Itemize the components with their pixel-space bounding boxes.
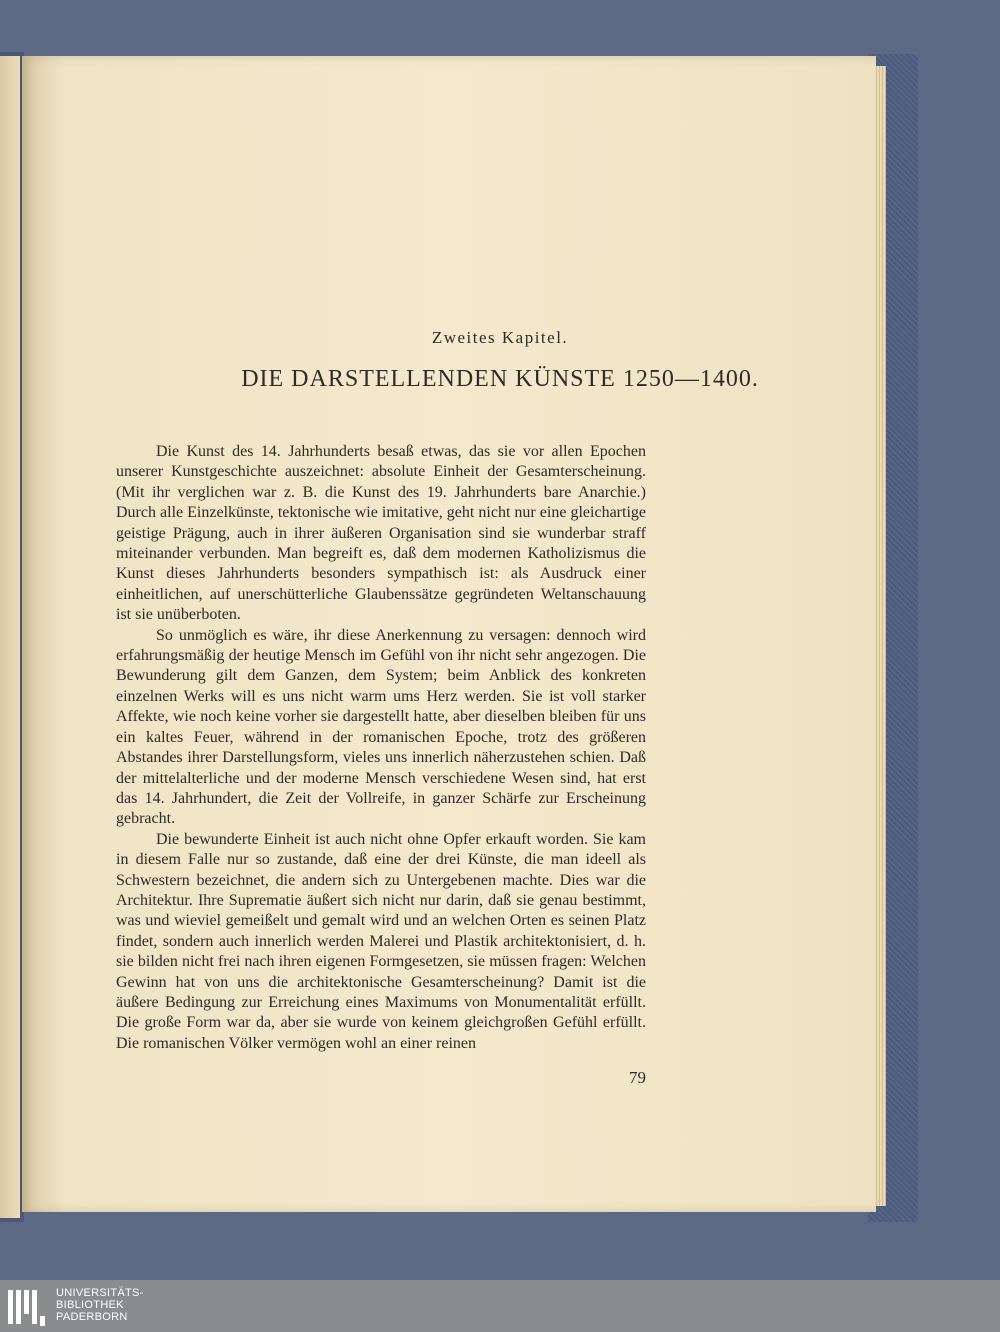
body-text [116, 442, 646, 1054]
library-name-line: UNIVERSITÄTS- [56, 1287, 144, 1299]
library-logo-icon [8, 1288, 50, 1328]
paragraph: Die bewunderte Einheit ist auch nicht ohne Opfer erkauft worden. Sie kam in diesem Falle nur so zustande, daß eine der drei Künste, die man ideell als Schwestern bezeichnet, die andern sich zu Untergebenen machte. Dies war die Architektur. Ihre Suprematie äußert sich nicht nur darin, daß sie genau bestimmt, was und wieviel gemeißelt und gemalt wird und an welchen Orten es seinen Platz findet, sondern auch innerlich werden Malerei und Plastik architektonisiert, d. h. sie bilden nicht frei nach ihren eigenen Formgesetzen, sie müssen fragen: Welchen Gewinn hat von uns die architektonische Gesamterscheinung? Damit ist die äußere Bedingung zur Erreichung eines Maximums von Monumentalität erfüllt. Die große Form war da, aber sie wurde von keinem gleichgroßen Gefühl erfüllt. Die romanischen Völker vermögen wohl an einer reinen [116, 830, 646, 1052]
chapter-title: DIE DARSTELLENDEN KÜNSTE 1250—1400. [241, 366, 759, 392]
left-page-edge [0, 56, 20, 1218]
library-name-line: PADERBORN [56, 1311, 128, 1323]
page-number: 79 [629, 1068, 646, 1087]
paragraph: Die Kunst des 14. Jahrhunderts besaß etwas, das sie vor allen Epochen unserer Kunstgeschichte auszeichnet: absolute Einheit der Gesamterscheinung. (Mit ihr verglichen war z. B. die Kunst des 19. Jahrhunderts bare Anarchie.) Durch alle Einzelkünste, tektonische wie imitative, geht nicht nur eine gleichartige geistige Prägung, auch in ihrer äußeren Organisation sind sie wunderbar straff miteinander verbunden. Man begreift es, daß dem modernen Katholizismus die Kunst dieses Jahrhunderts besonders sympathisch ist: als Ausdruck einer einheitlichen, auf unerschütterliche Glaubenssätze gegründeten Weltanschauung ist sie unüberboten. [116, 443, 646, 624]
library-name-line: BIBLIOTHEK [56, 1299, 124, 1311]
library-name [56, 1287, 144, 1323]
chapter-label: Zweites Kapitel. [431, 328, 569, 347]
paragraph: So unmöglich es wäre, ihr diese Anerkennung zu versagen: dennoch wird erfahrungsmäßig der heutige Mensch im Gefühl von ihr nicht sehr angezogen. Die Bewunderung gilt dem Ganzen, dem System; beim Anblick des konkreten einzelnen Werks will es uns nicht warm ums Herz werden. Sie ist voll starker Affekte, wie noch keine vorher sie dargestellt hatte, aber dieselben bleiben für uns ein kaltes Feuer, während in der romanischen Epoche, trotz des größeren Abstandes ihrer Darstellungsform, vieles uns innerlich näherzustehen schien. Daß der mittelalterliche und der moderne Mensch verschiedene Wesen sind, hat erst das 14. Jahrhundert, die Zeit der Vollreife, in ganzer Schärfe zur Erscheinung gebracht. [116, 626, 646, 828]
library-footer [0, 1280, 1000, 1332]
